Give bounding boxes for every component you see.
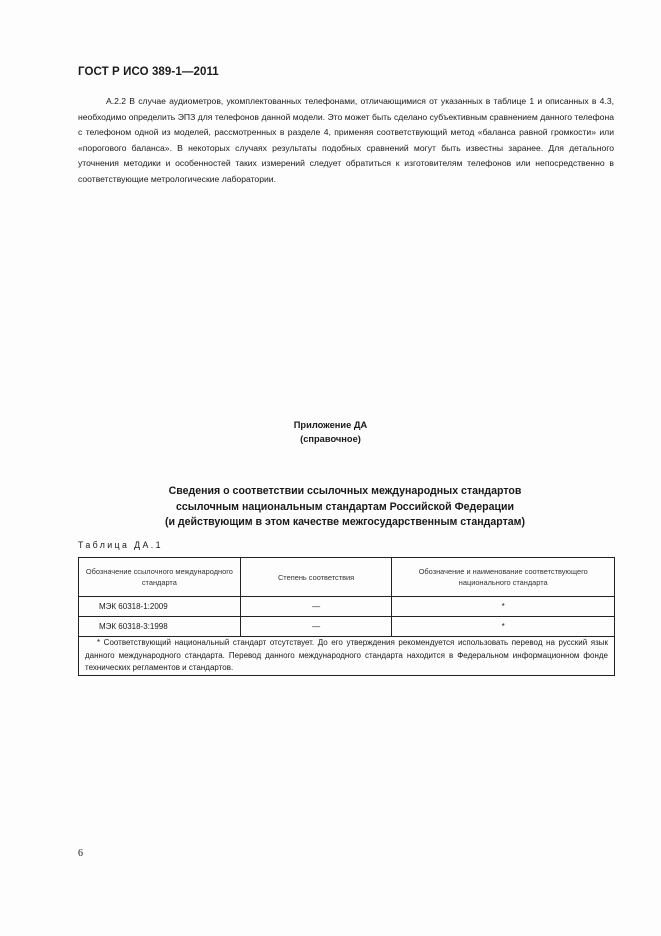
correspondence-table — [78, 557, 615, 676]
table-row — [79, 617, 615, 637]
annex-label: Приложение ДА — [293, 420, 368, 430]
paragraph-a22: А.2.2 В случае аудиометров, укомплектованных телефонами, отличающимися от указанных в таблице 1 и описанных в 4.3, необходимо определить ЭПЗ для телефонов данной модели. Это может быть сделано субъективным сравнением данного телефона с телефоном одной из моделей, рассмотренных в разделе 4, применяя соответствующий метод «баланса равной громкости» или «порогового баланса». В некоторых случаях результаты подобных сравнений могут быть известны заранее. Для детального уточнения методики и особенностей таких измерений следует обратиться к изготовителям телефонов или непосредственно в соответствующие метрологические лаборатории. — [78, 96, 614, 184]
cell-degree: — — [240, 597, 392, 617]
annex-title-line-2: ссылочным национальным стандартам Российской Федерации — [175, 500, 515, 513]
cell-degree: — — [240, 617, 392, 637]
table-caption: Таблица ДА.1 — [78, 540, 163, 550]
annex-title-line-1: Сведения о соответствии ссылочных международных стандартов — [168, 485, 522, 497]
column-header-reference: Обозначение ссылочного международного стандарта — [79, 558, 241, 597]
table-note-row — [79, 637, 615, 676]
cell-national: * — [392, 597, 615, 617]
annex-title-line-3: (и действующим в этом качестве межгосударственным стандартам) — [164, 516, 526, 528]
table-note-cell — [79, 637, 615, 676]
column-header-degree: Степень соответствия — [240, 558, 392, 597]
table-header-row — [79, 558, 615, 597]
page-number: 6 — [78, 848, 83, 859]
table-footnote: * Соответствующий национальный стандарт отсутствует. До его утверждения рекомендуется использовать перевод на русский язык данного международного стандарта. Перевод данного международного стандарта находится в Федеральном информационном фонде технических регламентов и стандартов. — [85, 638, 608, 673]
column-header-national: Обозначение и наименование соответствующего национального стандарта — [392, 558, 615, 597]
table-row — [79, 597, 615, 617]
cell-reference: МЭК 60318-3:1998 — [79, 617, 241, 637]
document-code-header: ГОСТ Р ИСО 389-1—2011 — [78, 66, 219, 78]
cell-reference: МЭК 60318-1:2009 — [79, 597, 241, 617]
annex-title — [60, 484, 630, 531]
annex-kind: (справочное) — [300, 434, 361, 444]
cell-national: * — [392, 617, 615, 637]
